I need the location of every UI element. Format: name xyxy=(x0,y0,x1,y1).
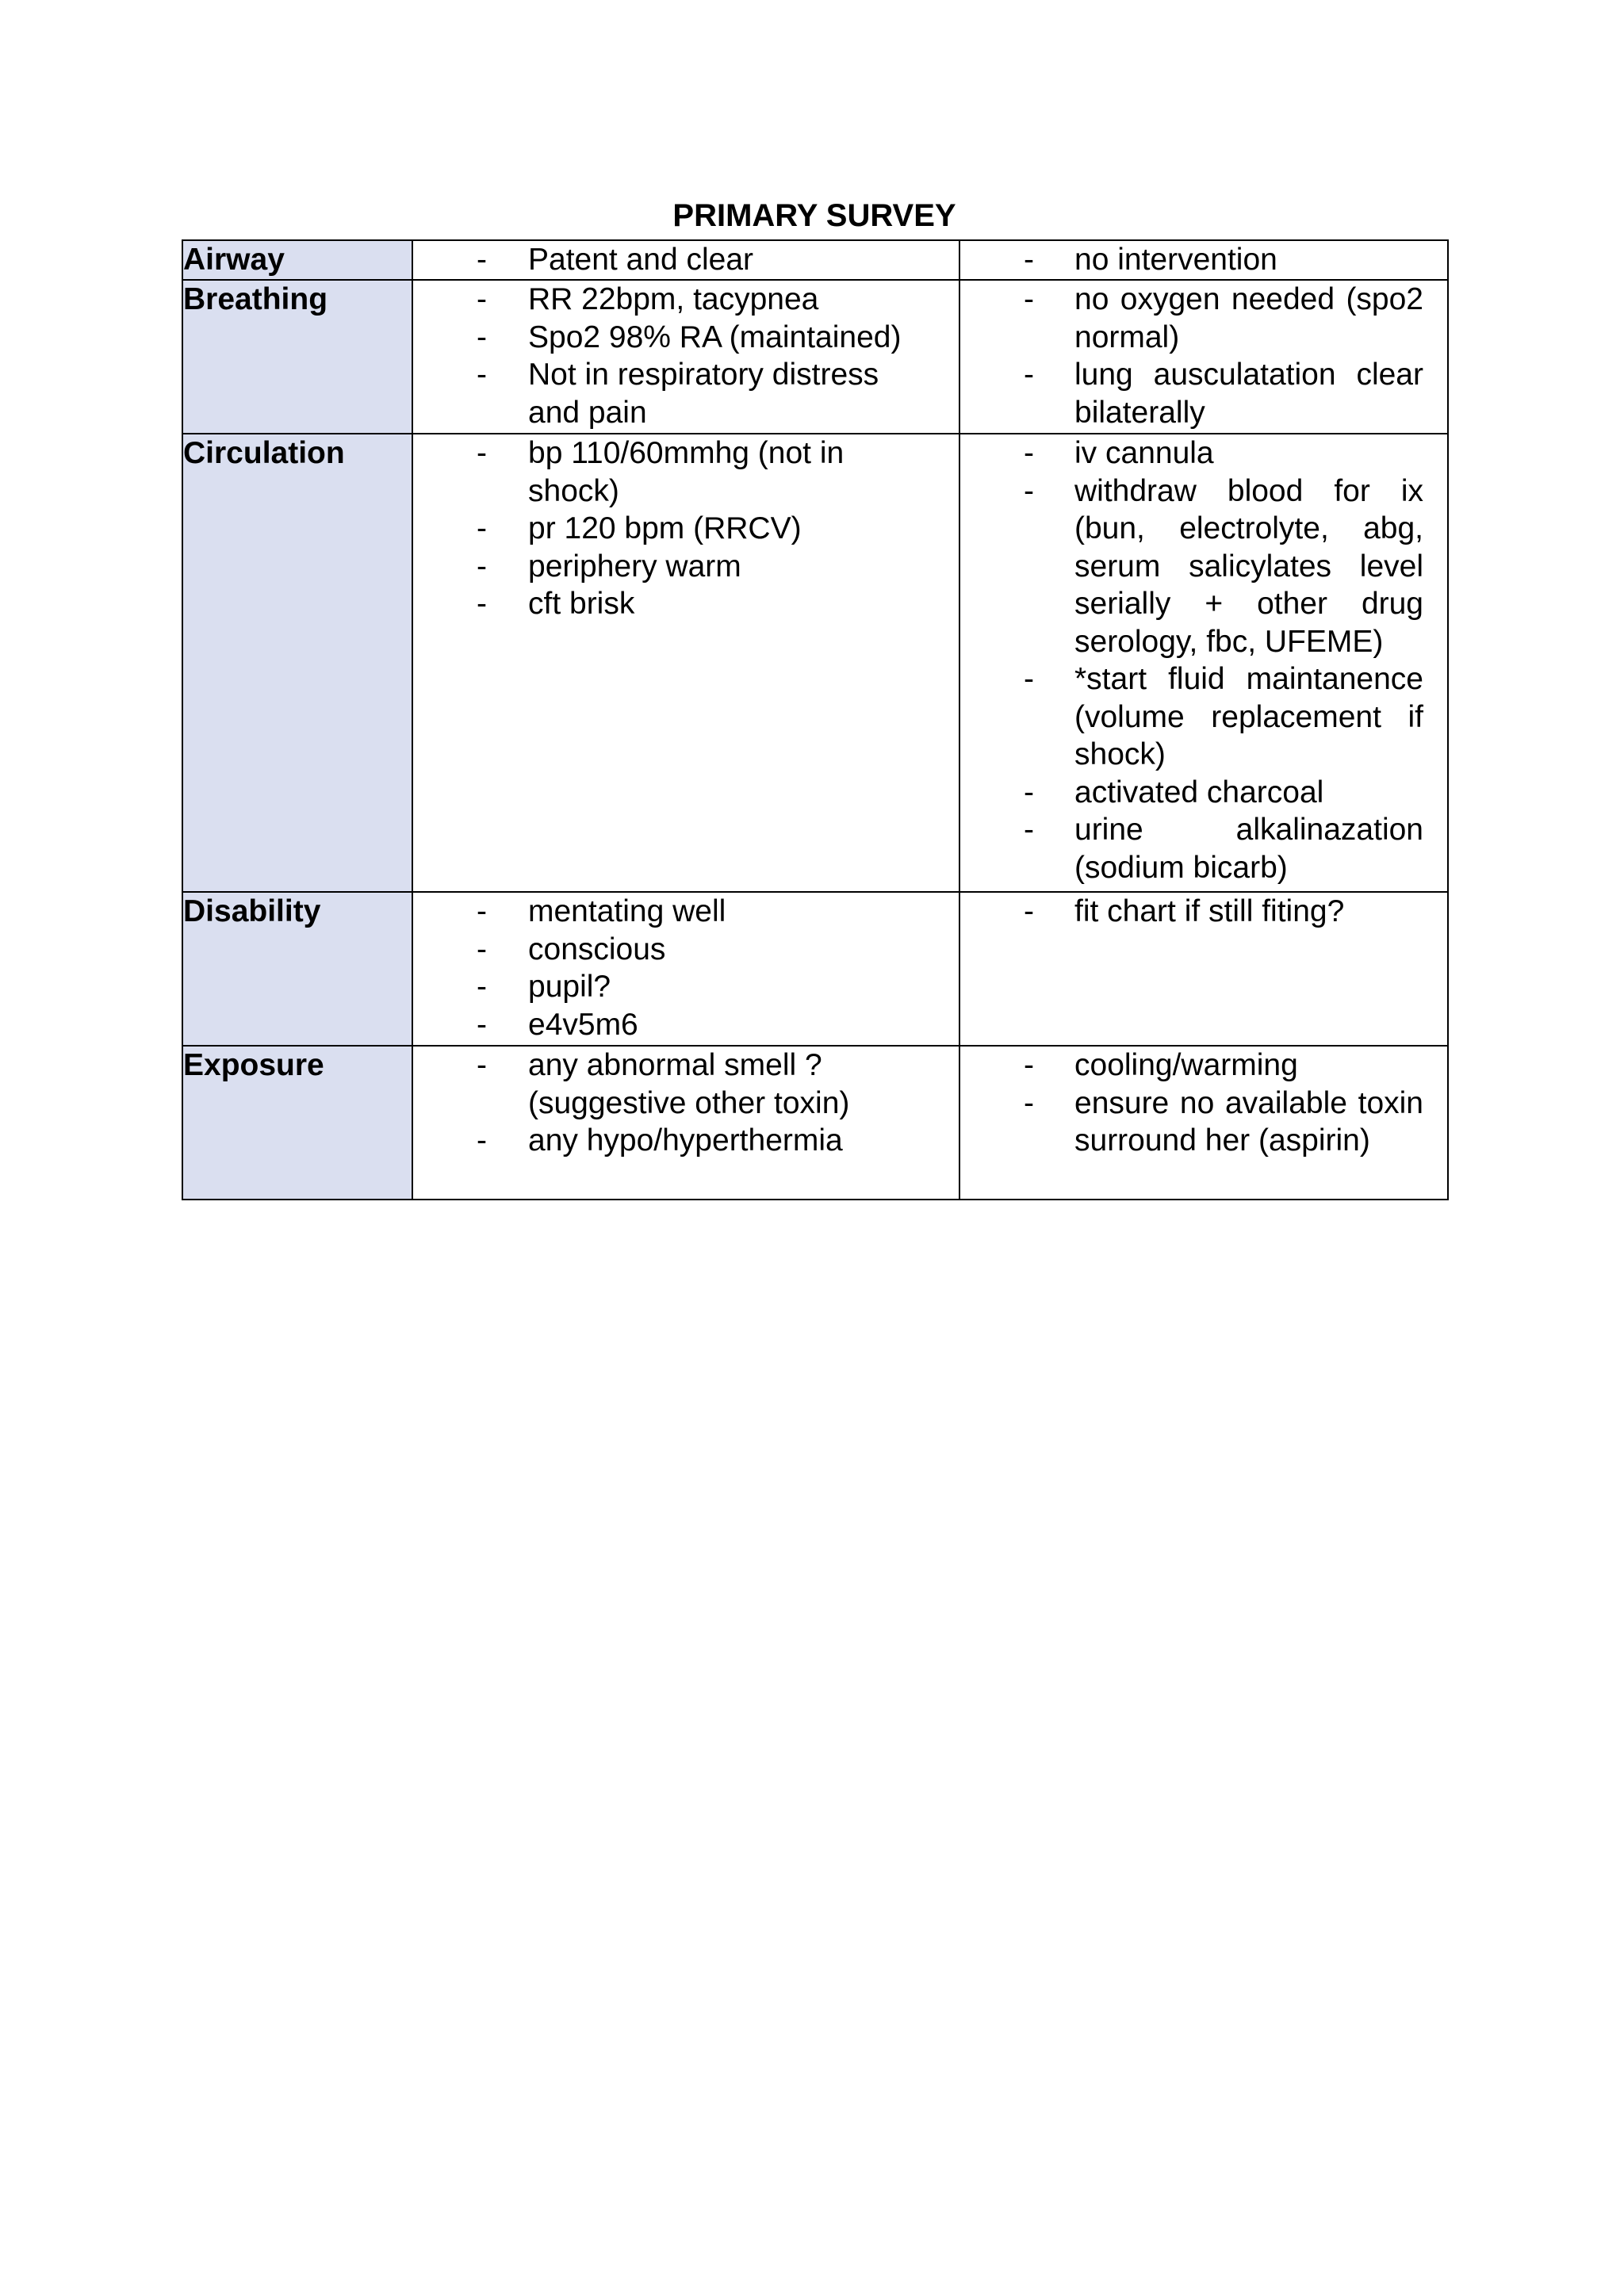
list-item: - *start fluid maintanence (volume replacement if shock) xyxy=(1024,662,1423,771)
findings-cell xyxy=(412,1046,959,1200)
bullet-dash: - xyxy=(1024,813,1034,847)
bullet-dash: - xyxy=(477,282,487,316)
list-item: - e4v5m6 xyxy=(413,1006,959,1044)
row-label: Breathing xyxy=(182,280,412,434)
row-label: Exposure xyxy=(182,1046,412,1200)
list-item: - no intervention xyxy=(960,241,1447,279)
bullet-dash: - xyxy=(477,320,487,354)
actions-cell xyxy=(959,892,1448,1046)
bullet-dash: - xyxy=(477,1048,487,1082)
list-item: - activated charcoal xyxy=(960,774,1447,812)
list-item: - conscious xyxy=(413,931,959,969)
list-item: - any hypo/hyperthermia xyxy=(413,1122,959,1160)
bullet-dash: - xyxy=(477,894,487,928)
bullet-dash: - xyxy=(477,436,487,470)
row-label: Circulation xyxy=(182,434,412,892)
list-item: - Patent and clear xyxy=(413,241,959,279)
table-row-disability xyxy=(182,892,1448,1046)
findings-cell xyxy=(412,434,959,892)
findings-cell xyxy=(412,240,959,280)
list-item: - Not in respiratory distress and pain xyxy=(477,358,879,430)
row-label: Airway xyxy=(182,240,412,280)
bullet-dash: - xyxy=(477,970,487,1004)
list-item: - mentating well xyxy=(413,893,959,931)
bullet-dash: - xyxy=(1024,1048,1034,1082)
list-item: - Spo2 98% RA (maintained) xyxy=(413,319,959,357)
bullet-dash: - xyxy=(477,358,487,392)
findings-list xyxy=(413,281,959,431)
list-item: - urine alkalinazation (sodium bicarb) xyxy=(1024,813,1423,885)
actions-cell xyxy=(959,1046,1448,1200)
findings-list xyxy=(413,241,959,279)
findings-list xyxy=(413,1047,959,1160)
bullet-dash: - xyxy=(1024,662,1034,696)
bullet-dash: - xyxy=(477,243,487,277)
bullet-dash: - xyxy=(1024,358,1034,392)
findings-cell xyxy=(412,280,959,434)
list-item: - fit chart if still fiting? xyxy=(960,893,1447,931)
list-item: - cooling/warming xyxy=(960,1047,1447,1085)
table-row-circulation xyxy=(182,434,1448,892)
bullet-dash: - xyxy=(477,511,487,545)
list-item: - cft brisk xyxy=(413,585,959,623)
actions-cell xyxy=(959,240,1448,280)
list-item: - pupil? xyxy=(413,968,959,1006)
table-row-airway xyxy=(182,240,1448,280)
list-item: - any abnormal smell ? (suggestive other toxin) xyxy=(477,1048,850,1120)
bullet-dash: - xyxy=(477,1123,487,1158)
row-label: Disability xyxy=(182,892,412,1046)
primary-survey-table xyxy=(182,239,1449,1200)
bullet-dash: - xyxy=(1024,1085,1034,1120)
actions-list xyxy=(960,893,1447,931)
table-row-breathing xyxy=(182,280,1448,434)
findings-list xyxy=(413,434,959,623)
list-item: - ensure no available toxin surround her (aspirin) xyxy=(1024,1085,1423,1158)
actions-list xyxy=(960,434,1447,886)
list-item: - RR 22bpm, tacypnea xyxy=(413,281,959,319)
list-item: - lung ausculatation clear bilaterally xyxy=(1024,358,1423,430)
bullet-dash: - xyxy=(477,549,487,584)
table-row-exposure xyxy=(182,1046,1448,1200)
actions-list xyxy=(960,281,1447,431)
list-item: - no oxygen needed (spo2 normal) xyxy=(1024,282,1423,354)
findings-list xyxy=(413,893,959,1043)
page-title: PRIMARY SURVEY xyxy=(672,198,956,233)
findings-cell xyxy=(412,892,959,1046)
list-item: - bp 110/60mmhg (not in shock) xyxy=(477,436,845,508)
bullet-dash: - xyxy=(1024,436,1034,470)
bullet-dash: - xyxy=(1024,282,1034,316)
actions-list xyxy=(960,241,1447,279)
actions-cell xyxy=(959,280,1448,434)
list-item: - pr 120 bpm (RRCV) xyxy=(413,510,959,548)
actions-list xyxy=(960,1047,1447,1160)
bullet-dash: - xyxy=(477,1007,487,1042)
actions-cell xyxy=(959,434,1448,892)
bullet-dash: - xyxy=(477,932,487,966)
list-item: - periphery warm xyxy=(413,548,959,586)
list-item: - iv cannula xyxy=(960,434,1447,473)
bullet-dash: - xyxy=(1024,894,1034,928)
bullet-dash: - xyxy=(1024,243,1034,277)
bullet-dash: - xyxy=(1024,775,1034,809)
list-item: - withdraw blood for ix (bun, electrolyte, abg, serum salicylates level serially + other drug serology, fbc, UFEME) xyxy=(1024,473,1423,659)
bullet-dash: - xyxy=(477,587,487,621)
bullet-dash: - xyxy=(1024,473,1034,508)
